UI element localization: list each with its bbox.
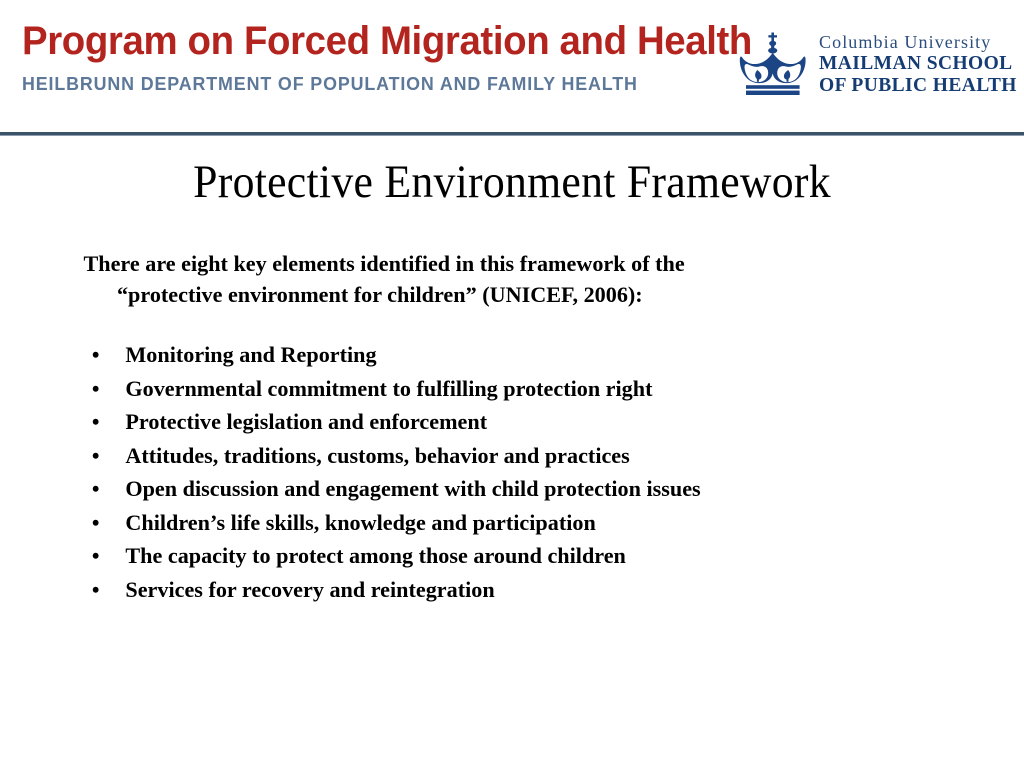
columbia-crown-icon bbox=[736, 31, 810, 97]
list-item-label: Monitoring and Reporting bbox=[125, 342, 377, 367]
intro-paragraph bbox=[50, 248, 901, 310]
list-item-label: Protective legislation and enforcement bbox=[125, 409, 488, 434]
header-divider bbox=[0, 132, 1024, 136]
bullet-icon: • bbox=[91, 576, 100, 602]
columbia-logo-line3: OF PUBLIC HEALTH bbox=[819, 74, 1017, 96]
list-item bbox=[84, 573, 951, 607]
program-logo-title: Program on Forced Migration and Health bbox=[22, 19, 753, 63]
page-title: Protective Environment Framework bbox=[193, 156, 831, 208]
list-item bbox=[84, 338, 951, 372]
list-item bbox=[84, 506, 951, 540]
list-item-label: Attitudes, traditions, customs, behavior and practices bbox=[125, 442, 630, 468]
key-elements-list bbox=[84, 338, 964, 606]
list-item-label: Governmental commitment to fulfilling protection right bbox=[125, 375, 653, 401]
bullet-icon: • bbox=[91, 509, 100, 535]
list-item bbox=[84, 405, 951, 439]
bullet-icon: • bbox=[91, 375, 100, 401]
bullet-icon: • bbox=[91, 476, 100, 501]
bullet-icon: • bbox=[91, 342, 100, 367]
columbia-logo-line1: Columbia University bbox=[819, 31, 992, 52]
bullet-icon: • bbox=[91, 543, 100, 568]
list-item bbox=[84, 439, 951, 473]
program-logo-subtitle: HEILBRUNN DEPARTMENT OF POPULATION AND FAMILY HEALTH bbox=[22, 73, 638, 94]
list-item-label: The capacity to protect among those around children bbox=[125, 543, 626, 568]
bullet-icon: • bbox=[91, 409, 100, 434]
list-item-label: Open discussion and engagement with child protection issues bbox=[125, 476, 701, 501]
slide-body bbox=[84, 248, 964, 606]
slide-header bbox=[0, 0, 1024, 134]
intro-line-2: “protective environment for children” (UNICEF, 2006): bbox=[116, 282, 643, 307]
columbia-logo-wordmark bbox=[819, 32, 1017, 97]
intro-line-1: There are eight key elements identified in this framework of the bbox=[83, 251, 685, 276]
list-item bbox=[84, 472, 951, 506]
list-item-label: Services for recovery and reintegration bbox=[125, 576, 495, 602]
list-item bbox=[84, 372, 951, 406]
program-logo bbox=[22, 18, 753, 95]
columbia-logo-line2: MAILMAN SCHOOL bbox=[819, 52, 1013, 74]
list-item bbox=[84, 539, 951, 573]
list-item-label: Children’s life skills, knowledge and participation bbox=[125, 509, 596, 535]
bullet-icon: • bbox=[91, 442, 100, 468]
columbia-university-logo bbox=[736, 22, 1017, 106]
